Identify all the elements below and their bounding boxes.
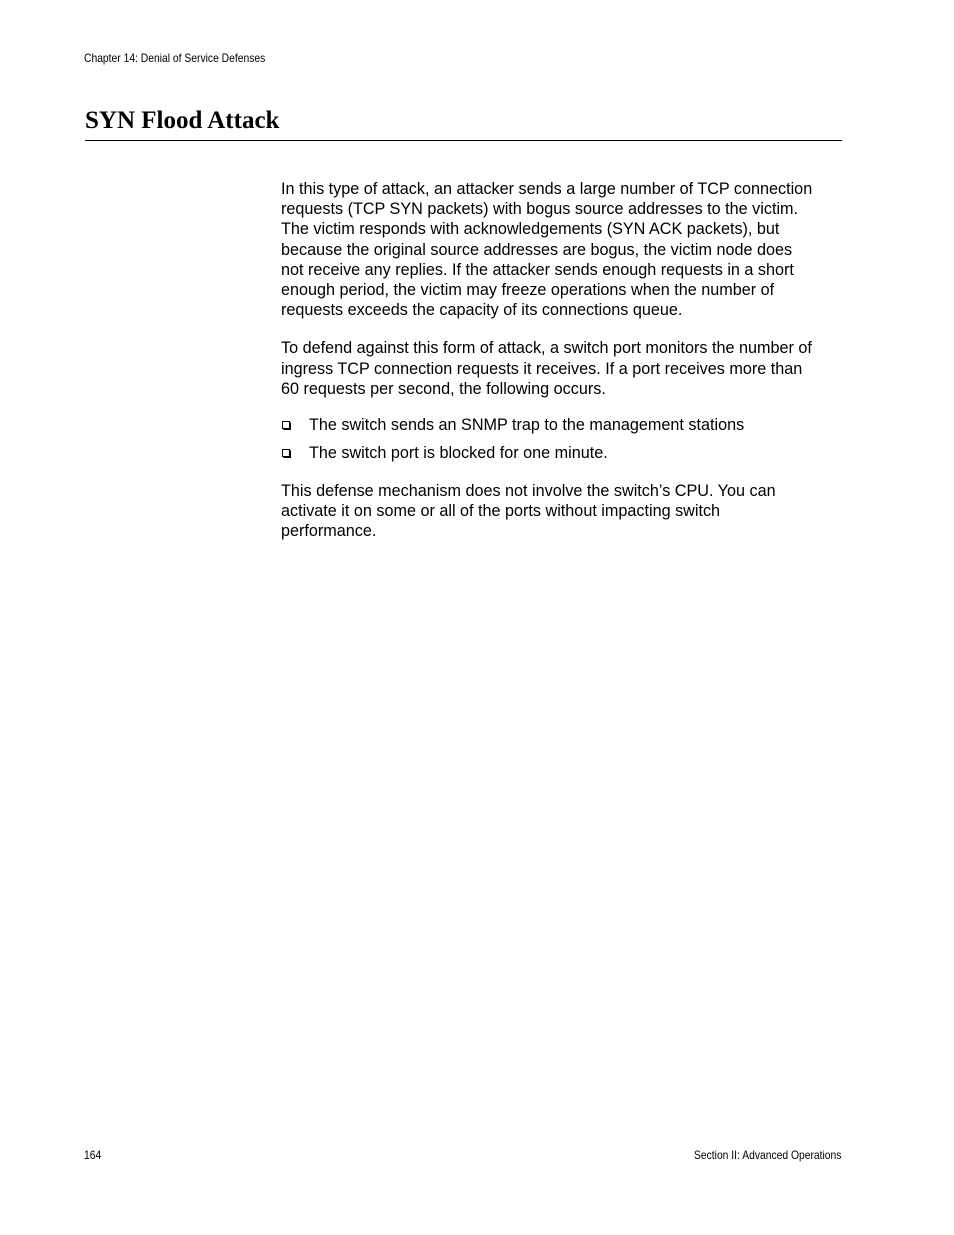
paragraph-line: In this type of attack, an attacker sends a large number of TCP connection	[281, 180, 813, 198]
list-item	[281, 415, 843, 435]
page-number: 164	[84, 1148, 102, 1162]
paragraph-line: To defend against this form of attack, a switch port monitors the number of	[281, 339, 812, 358]
paragraph-defense	[281, 338, 843, 399]
running-header-chapter: Chapter 14: Denial of Service Defenses	[84, 51, 266, 65]
list-item	[281, 443, 843, 463]
paragraph-line: performance.	[281, 522, 377, 541]
title-rule	[85, 140, 842, 141]
paragraph-syn-description	[281, 179, 843, 320]
paragraph-line: The victim responds with acknowledgements (SYN ACK packets), but	[281, 220, 780, 239]
section-title: SYN Flood Attack	[85, 107, 280, 134]
paragraph-line: This defense mechanism does not involve the switch’s CPU. You can	[281, 482, 776, 501]
paragraph-line: not receive any replies. If the attacker sends enough requests in a short	[281, 260, 794, 279]
running-footer-section: Section II: Advanced Operations	[693, 1148, 841, 1162]
body-column	[281, 179, 843, 542]
bullet-text: The switch port is blocked for one minute.	[309, 444, 608, 463]
checkbox-square-icon	[282, 449, 291, 458]
bullet-list	[281, 415, 843, 463]
paragraph-line: requests (TCP SYN packets) with bogus source addresses to the victim.	[281, 200, 799, 219]
bullet-text: The switch sends an SNMP trap to the management stations	[309, 416, 745, 435]
paragraph-line: because the original source addresses are bogus, the victim node does	[281, 240, 793, 259]
paragraph-cpu-note	[281, 481, 843, 542]
checkbox-square-icon	[282, 421, 291, 430]
paragraph-line: 60 requests per second, the following occurs.	[281, 379, 606, 398]
paragraph-line: enough period, the victim may freeze operations when the number of	[281, 281, 775, 300]
paragraph-line: ingress TCP connection requests it receives. If a port receives more than	[281, 359, 803, 378]
paragraph-line: activate it on some or all of the ports without impacting switch	[281, 502, 721, 521]
paragraph-line: requests exceeds the capacity of its connections queue.	[281, 301, 683, 320]
